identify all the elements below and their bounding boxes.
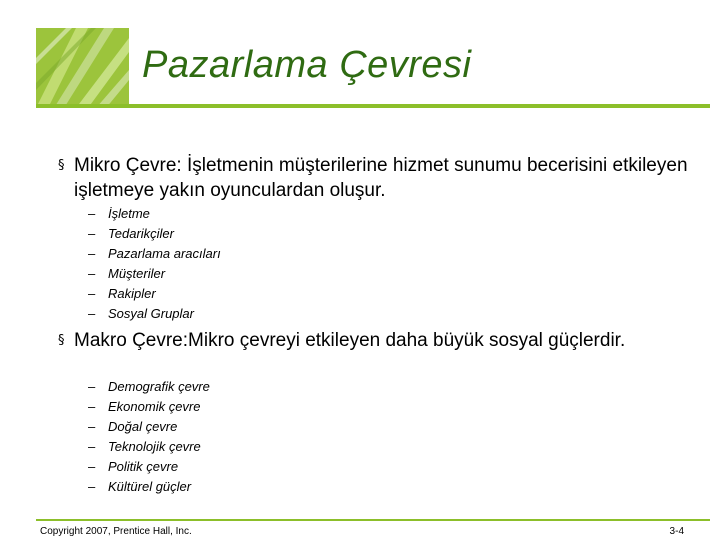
title-decoration [36,28,129,108]
dash-marker: – [88,286,96,301]
list-item [88,457,210,477]
list-item [88,304,221,324]
list-item [88,437,210,457]
list-item-text: Doğal çevre [108,419,178,434]
dash-marker: – [88,206,96,221]
dash-marker: – [88,459,96,474]
bullet-makro-cevre [58,328,688,353]
slide-title: Pazarlama Çevresi [142,44,472,86]
list-item [88,264,221,284]
list-item-text: Tedarikçiler [108,226,174,241]
list-item-text: İşletme [108,206,150,221]
dash-marker: – [88,399,96,414]
list-item-text: Rakipler [108,286,156,301]
list-item [88,204,221,224]
list-item-text: Pazarlama aracıları [108,246,221,261]
page-number: 3-4 [669,526,684,537]
list-item [88,377,210,397]
bullet-marker: § [58,333,65,348]
bullet-text: Mikro Çevre: İşletmenin müşterilerine hizmet sunumu becerisini etkileyen işletmeye yakın oyunculardan oluşur. [74,155,688,201]
dash-marker: – [88,266,96,281]
mikro-cevre-sublist [88,204,221,324]
list-item [88,417,210,437]
list-item-text: Demografik çevre [108,379,210,394]
dash-marker: – [88,439,96,454]
list-item-text: Politik çevre [108,459,179,474]
bullet-marker: § [58,158,65,173]
footer-copyright: Copyright 2007, Prentice Hall, Inc. [40,526,192,537]
bullet-text: Makro Çevre:Mikro çevreyi etkileyen daha büyük sosyal güçlerdir. [74,330,626,351]
title-underline [36,104,710,108]
dash-marker: – [88,479,96,494]
list-item [88,477,210,497]
list-item [88,244,221,264]
list-item [88,284,221,304]
footer-rule [36,519,710,521]
list-item-text: Müşteriler [108,266,166,281]
list-item-text: Teknolojik çevre [108,439,201,454]
list-item [88,397,210,417]
dash-marker: – [88,246,96,261]
dash-marker: – [88,306,96,321]
dash-marker: – [88,226,96,241]
list-item-text: Ekonomik çevre [108,399,201,414]
bullet-mikro-cevre [58,153,688,203]
list-item-text: Kültürel güçler [108,479,192,494]
dash-marker: – [88,419,96,434]
makro-cevre-sublist [88,377,210,497]
list-item [88,224,221,244]
list-item-text: Sosyal Gruplar [108,306,194,321]
dash-marker: – [88,379,96,394]
